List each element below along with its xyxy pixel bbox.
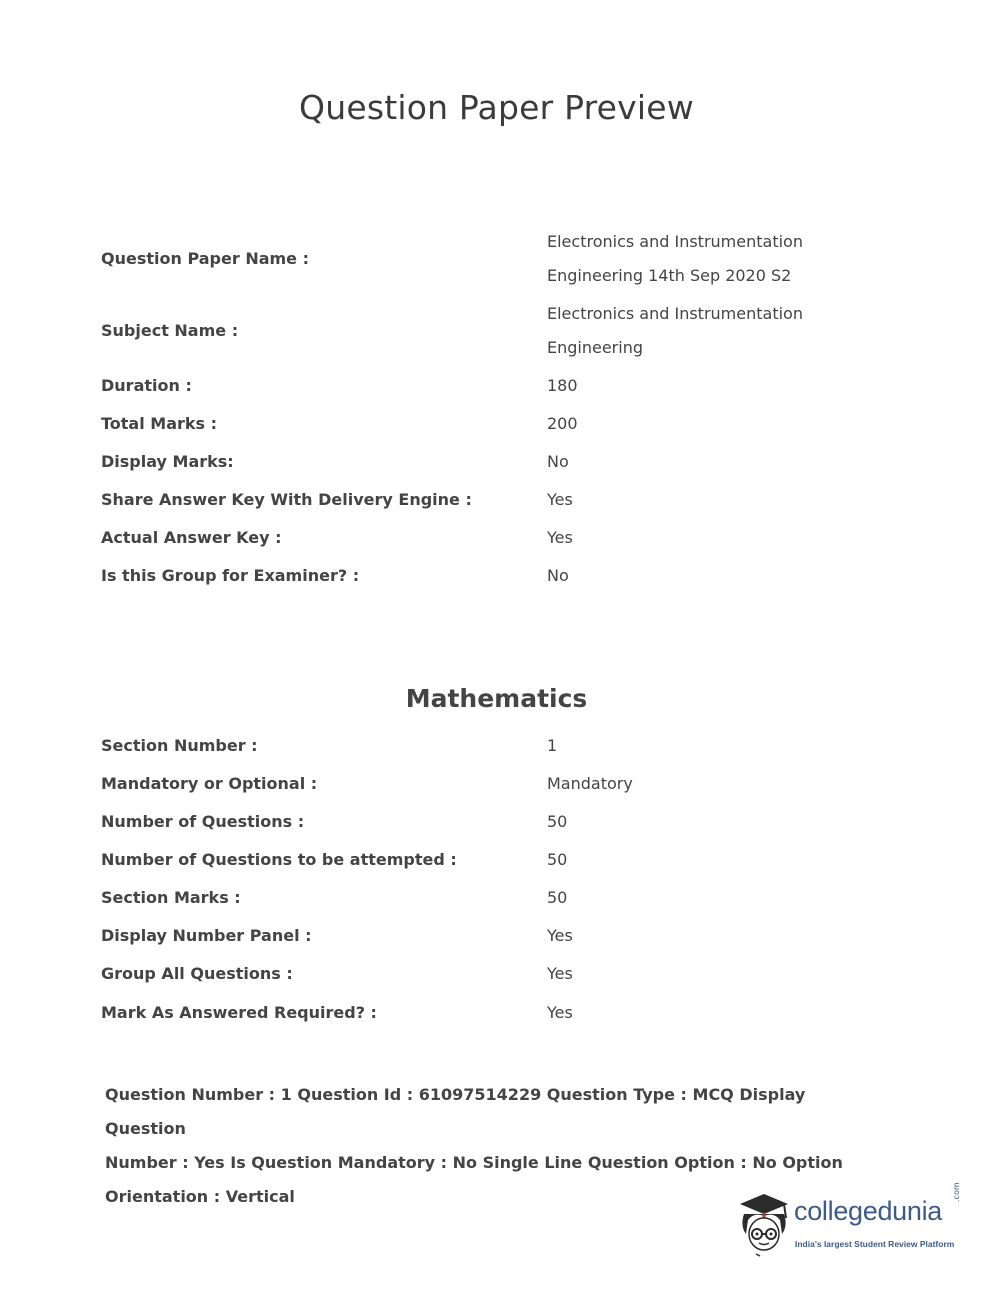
section-marks-label: Section Marks : xyxy=(101,888,241,907)
section-marks-value: 50 xyxy=(547,888,568,907)
duration-label: Duration : xyxy=(101,376,192,395)
paper-name-label: Question Paper Name : xyxy=(101,249,309,268)
section-title: Mathematics xyxy=(405,684,588,713)
mascot-icon xyxy=(734,1190,794,1260)
display-number-panel-label: Display Number Panel : xyxy=(101,926,312,945)
display-marks-value: No xyxy=(547,452,569,471)
examiner-group-value: No xyxy=(547,566,569,585)
actual-answer-key-label: Actual Answer Key : xyxy=(101,528,282,547)
section-number-label: Section Number : xyxy=(101,736,258,755)
mark-as-answered-label: Mark As Answered Required? : xyxy=(101,1003,377,1022)
collegedunia-logo xyxy=(734,1182,964,1260)
total-marks-value: 200 xyxy=(547,414,578,433)
duration-value: 180 xyxy=(547,376,578,395)
question-info-line1: Question Number : 1 Question Id : 61097514229 Question Type : MCQ Display Question xyxy=(105,1085,806,1138)
mandatory-optional-value: Mandatory xyxy=(547,774,633,793)
section-number-value: 1 xyxy=(547,736,558,755)
logo-domain-suffix: .com xyxy=(952,1182,961,1202)
display-marks-label: Display Marks: xyxy=(101,452,234,471)
questions-to-attempt-label: Number of Questions to be attempted : xyxy=(101,850,457,869)
group-all-questions-label: Group All Questions : xyxy=(101,964,293,983)
question-info-line3: Orientation : Vertical xyxy=(105,1187,295,1206)
questions-to-attempt-value: 50 xyxy=(547,850,568,869)
display-number-panel-value: Yes xyxy=(547,926,573,945)
subject-name-value-line2: Engineering xyxy=(547,338,643,357)
actual-answer-key-value: Yes xyxy=(547,528,573,547)
mandatory-optional-label: Mandatory or Optional : xyxy=(101,774,318,793)
paper-name-value-line1: Electronics and Instrumentation xyxy=(547,232,803,251)
total-marks-label: Total Marks : xyxy=(101,414,218,433)
subject-name-value-line1: Electronics and Instrumentation xyxy=(547,304,803,323)
number-of-questions-value: 50 xyxy=(547,812,568,831)
paper-name-value-line2: Engineering 14th Sep 2020 S2 xyxy=(547,266,792,285)
number-of-questions-label: Number of Questions : xyxy=(101,812,305,831)
page-title: Question Paper Preview xyxy=(299,88,694,127)
share-answer-key-value: Yes xyxy=(547,490,573,509)
logo-tagline: India's largest Student Review Platform xyxy=(795,1239,955,1249)
logo-wordmark: collegedunia xyxy=(794,1196,943,1226)
examiner-group-label: Is this Group for Examiner? : xyxy=(101,566,360,585)
subject-name-label: Subject Name : xyxy=(101,321,239,340)
share-answer-key-label: Share Answer Key With Delivery Engine : xyxy=(101,490,472,509)
group-all-questions-value: Yes xyxy=(547,964,573,983)
mark-as-answered-value: Yes xyxy=(547,1003,573,1022)
question-info-line2: Number : Yes Is Question Mandatory : No Single Line Question Option : No Option xyxy=(105,1153,843,1172)
